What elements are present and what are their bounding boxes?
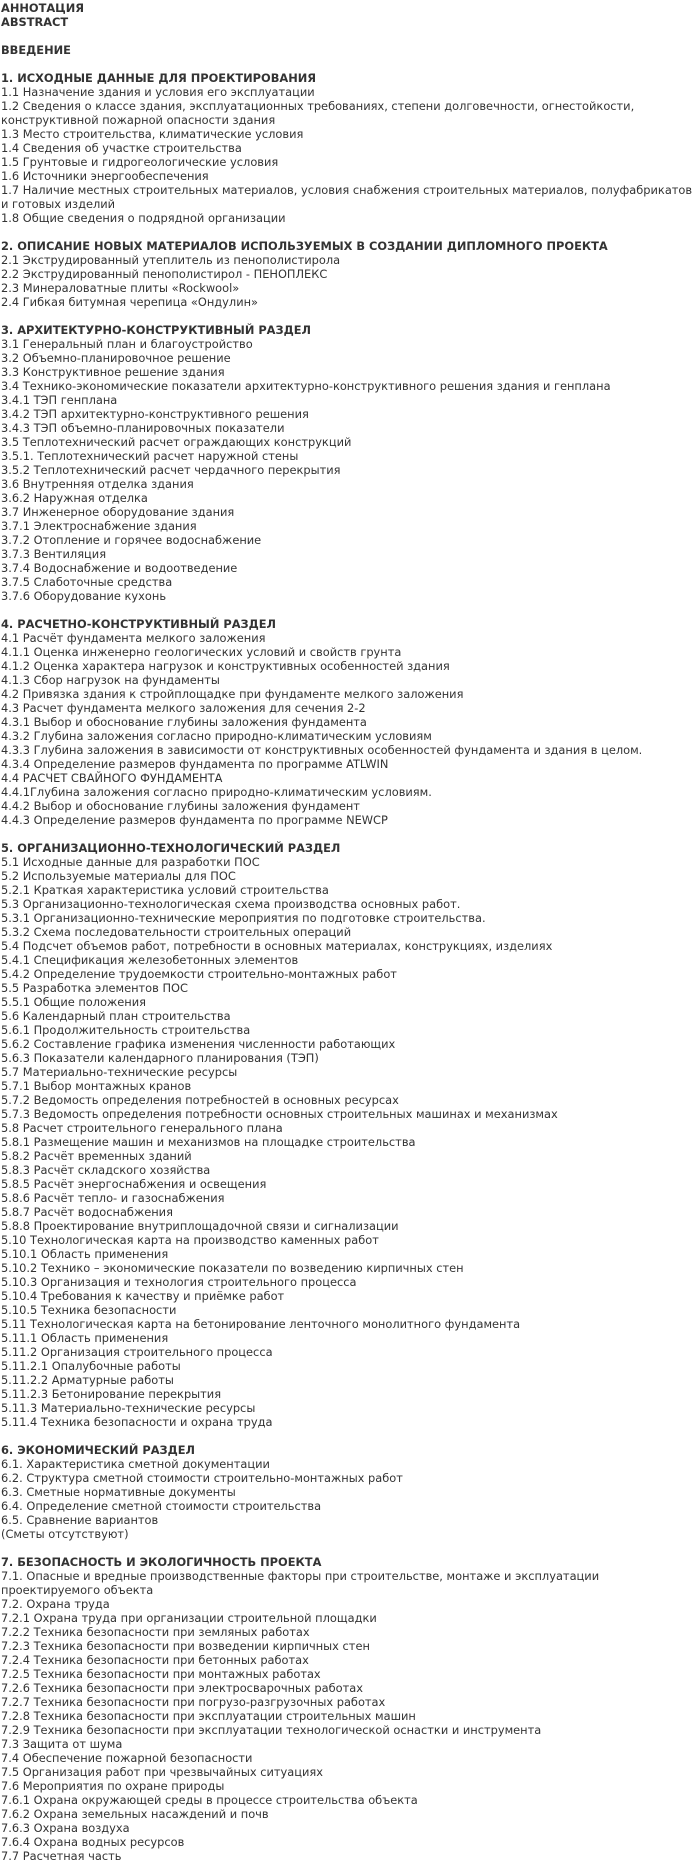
toc-entry: 5.11.4 Техника безопасности и охрана труда bbox=[1, 1415, 273, 1429]
toc-entry: 5.2 Используемые материалы для ПОС bbox=[1, 869, 236, 883]
toc-entry: 5.4.2 Определение трудоемкости строительно-монтажных работ bbox=[1, 967, 397, 981]
toc-entry: 4.3.2 Глубина заложения согласно природно-климатическим условиям bbox=[1, 729, 432, 743]
spacer bbox=[1, 29, 700, 43]
toc-entry: 5.8.7 Расчёт водоснабжения bbox=[1, 1205, 173, 1219]
toc-entry: 4.4 РАСЧЕТ СВАЙНОГО ФУНДАМЕНТА bbox=[1, 771, 223, 785]
toc-entry: 7.2.8 Техника безопасности при эксплуатации строительных машин bbox=[1, 1709, 416, 1723]
toc-entry: 7.6 Мероприятия по охране природы bbox=[1, 1779, 225, 1793]
section-heading: 7. БЕЗОПАСНОСТЬ И ЭКОЛОГИЧНОСТЬ ПРОЕКТА bbox=[1, 1555, 322, 1569]
toc-entry: 4.3.3 Глубина заложения в зависимости от конструктивных особенностей фундамента и здания в целом. bbox=[1, 743, 643, 757]
toc-entry: 5.4.1 Спецификация железобетонных элементов bbox=[1, 953, 299, 967]
toc-entry: 5.11 Технологическая карта на бетонирование ленточного монолитного фундамента bbox=[1, 1317, 521, 1331]
front-matter-heading: ABSTRACT bbox=[1, 15, 69, 29]
toc-entry: 2.2 Экструдированный пенополистирол - ПЕНОПЛЕКС bbox=[1, 267, 328, 281]
toc-entry: 4.2 Привязка здания к стройплощадке при фундаменте мелкого заложения bbox=[1, 687, 464, 701]
toc-entry: 7.2.3 Техника безопасности при возведении кирпичных стен bbox=[1, 1639, 370, 1653]
toc-entry: 5.8.1 Размещение машин и механизмов на площадке строительства bbox=[1, 1135, 416, 1149]
toc-entry: 5.11.2.1 Опалубочные работы bbox=[1, 1359, 181, 1373]
toc-entry: 5.4 Подсчет объемов работ, потребности в основных материалах, конструкциях, изделиях bbox=[1, 939, 553, 953]
section-heading: 4. РАСЧЕТНО-КОНСТРУКТИВНЫЙ РАЗДЕЛ bbox=[1, 617, 276, 631]
toc-entry: 3.2 Объемно-планировочное решение bbox=[1, 351, 231, 365]
toc-entry: 1.6 Источники энергообеспечения bbox=[1, 169, 209, 183]
toc-entry: 4.4.3 Определение размеров фундамента по программе NEWCP bbox=[1, 813, 388, 827]
toc-entry: 5.5.1 Общие положения bbox=[1, 995, 146, 1009]
toc-entry: 1.7 Наличие местных строительных материалов, условия снабжения строительных материалов, полуфабрикатов и готовых изделий bbox=[1, 183, 696, 211]
toc-entry: 4.3.4 Определение размеров фундамента по программе ATLWIN bbox=[1, 757, 389, 771]
toc-entry: 2.4 Гибкая битумная черепица «Ондулин» bbox=[1, 295, 259, 309]
toc-entry: 5.7.1 Выбор монтажных кранов bbox=[1, 1079, 192, 1093]
toc-entry: 5.11.2 Организация строительного процесса bbox=[1, 1345, 273, 1359]
toc-entry: 6.4. Определение сметной стоимости строительства bbox=[1, 1499, 322, 1513]
spacer bbox=[1, 1429, 700, 1443]
toc-entry: 5.3.1 Организационно-технические мероприятия по подготовке строительства. bbox=[1, 911, 486, 925]
toc-entry: 4.4.1Глубина заложения согласно природно-климатическим условиям. bbox=[1, 785, 432, 799]
toc-entry: 6.1. Характеристика сметной документации bbox=[1, 1457, 270, 1471]
toc-entry: 7.4 Обеспечение пожарной безопасности bbox=[1, 1751, 253, 1765]
toc-entry: 3.6.2 Наружная отделка bbox=[1, 491, 148, 505]
toc-entry: (Сметы отсутствуют) bbox=[1, 1527, 129, 1541]
toc-entry: 5.8.5 Расчёт энергоснабжения и освещения bbox=[1, 1177, 267, 1191]
toc-entry: 5.7.2 Ведомость определения потребностей в основных ресурсах bbox=[1, 1093, 399, 1107]
toc-entry: 5.6.2 Составление графика изменения численности работающих bbox=[1, 1037, 396, 1051]
section-heading: 5. ОРГАНИЗАЦИОННО-ТЕХНОЛОГИЧЕСКИЙ РАЗДЕЛ bbox=[1, 841, 341, 855]
toc-entry: 7.3 Защита от шума bbox=[1, 1737, 123, 1751]
toc-entry: 7.2.4 Техника безопасности при бетонных работах bbox=[1, 1653, 309, 1667]
toc-entry: 1.8 Общие сведения о подрядной организации bbox=[1, 211, 286, 225]
spacer bbox=[1, 1541, 700, 1555]
toc-entry: 5.8.8 Проектирование внутриплощадочной связи и сигнализации bbox=[1, 1219, 399, 1233]
toc-entry: 5.11.1 Область применения bbox=[1, 1331, 169, 1345]
section-heading: 3. АРХИТЕКТУРНО-КОНСТРУКТИВНЫЙ РАЗДЕЛ bbox=[1, 323, 311, 337]
toc-entry: 2.3 Минераловатные плиты «Rockwool» bbox=[1, 281, 240, 295]
toc-entry: 7.2.9 Техника безопасности при эксплуатации технологической оснастки и инструмента bbox=[1, 1723, 542, 1737]
toc-entry: 4.1.1 Оценка инженерно геологических условий и свойств грунта bbox=[1, 645, 402, 659]
toc-entry: 5.1 Исходные данные для разработки ПОС bbox=[1, 855, 260, 869]
toc-entry: 6.3. Сметные нормативные документы bbox=[1, 1485, 236, 1499]
toc-entry: 1.2 Сведения о классе здания, эксплуатационных требованиях, степени долговечности, огнестойкости, конструктивной пожарной опасности здания bbox=[1, 99, 638, 127]
toc-entry: 7.6.3 Охрана воздуха bbox=[1, 1821, 130, 1835]
toc-entry: 5.11.3 Материально-технические ресурсы bbox=[1, 1401, 256, 1415]
toc-entry: 3.5 Теплотехнический расчет ограждающих конструкций bbox=[1, 435, 352, 449]
toc-entry: 3.5.2 Теплотехнический расчет чердачного перекрытия bbox=[1, 463, 341, 477]
toc-entry: 5.11.2.3 Бетонирование перекрытия bbox=[1, 1387, 222, 1401]
toc-entry: 7.2.1 Охрана труда при организации строительной площадки bbox=[1, 1611, 377, 1625]
toc-entry: 1.1 Назначение здания и условия его эксплуатации bbox=[1, 85, 315, 99]
toc-entry: 3.3 Конструктивное решение здания bbox=[1, 365, 225, 379]
toc-entry: 1.4 Сведения об участке строительства bbox=[1, 141, 242, 155]
toc-entry: 5.8.2 Расчёт временных зданий bbox=[1, 1149, 192, 1163]
toc-entry: 6.5. Сравнение вариантов bbox=[1, 1513, 159, 1527]
toc-entry: 1.3 Место строительства, климатические условия bbox=[1, 127, 304, 141]
toc-entry: 5.10.3 Организация и технология строительного процесса bbox=[1, 1275, 357, 1289]
toc-entry: 3.5.1. Теплотехнический расчет наружной стены bbox=[1, 449, 299, 463]
toc-entry: 4.1.3 Сбор нагрузок на фундаменты bbox=[1, 673, 220, 687]
toc-entry: 5.2.1 Краткая характеристика условий строительства bbox=[1, 883, 329, 897]
toc-entry: 7.1. Опасные и вредные производственные факторы при строительстве, монтаже и эксплуатации проектируемого объекта bbox=[1, 1569, 603, 1597]
toc-entry: 7.6.2 Охрана земельных насаждений и почв bbox=[1, 1807, 269, 1821]
toc-entry: 3.7.4 Водоснабжение и водоотведение bbox=[1, 561, 238, 575]
toc-entry: 7.2. Охрана труда bbox=[1, 1597, 110, 1611]
toc-entry: 3.7.5 Слаботочные средства bbox=[1, 575, 173, 589]
toc-entry: 7.2.7 Техника безопасности при погрузо-разгрузочных работах bbox=[1, 1695, 386, 1709]
toc-entry: 3.1 Генеральный план и благоустройство bbox=[1, 337, 253, 351]
toc-entry: 5.8.3 Расчёт складского хозяйства bbox=[1, 1163, 211, 1177]
toc-entry: 5.10.5 Техника безопасности bbox=[1, 1303, 177, 1317]
toc-entry: 5.3.2 Схема последовательности строительных операций bbox=[1, 925, 352, 939]
section-heading: 6. ЭКОНОМИЧЕСКИЙ РАЗДЕЛ bbox=[1, 1443, 195, 1457]
toc-entry: 5.6 Календарный план строительства bbox=[1, 1009, 231, 1023]
toc-entry: 3.6 Внутренняя отделка здания bbox=[1, 477, 194, 491]
toc-entry: 7.2.2 Техника безопасности при земляных работах bbox=[1, 1625, 310, 1639]
toc-entry: 5.5 Разработка элементов ПОС bbox=[1, 981, 188, 995]
toc-entry: 3.7.3 Вентиляция bbox=[1, 547, 107, 561]
toc-entry: 3.7.1 Электроснабжение здания bbox=[1, 519, 197, 533]
toc-entry: 3.4.1 ТЭП генплана bbox=[1, 393, 118, 407]
front-matter-heading: АННОТАЦИЯ bbox=[1, 1, 85, 15]
section-heading: 1. ИСХОДНЫЕ ДАННЫЕ ДЛЯ ПРОЕКТИРОВАНИЯ bbox=[1, 71, 317, 85]
toc-entry: 4.1 Расчёт фундамента мелкого заложения bbox=[1, 631, 266, 645]
toc-entry: 5.3 Организационно-технологическая схема производства основных работ. bbox=[1, 897, 461, 911]
toc-entry: 1.5 Грунтовые и гидрогеологические условия bbox=[1, 155, 279, 169]
toc-entry: 5.8 Расчет строительного генерального плана bbox=[1, 1121, 283, 1135]
toc-entry: 3.4 Технико-экономические показатели архитектурно-конструктивного решения здания и генплана bbox=[1, 379, 611, 393]
toc-entry: 4.3.1 Выбор и обоснование глубины заложения фундамента bbox=[1, 715, 367, 729]
toc-entry: 6.2. Структура сметной стоимости строительно-монтажных работ bbox=[1, 1471, 403, 1485]
toc-entry: 5.10.4 Требования к качеству и приёмке работ bbox=[1, 1289, 285, 1303]
toc-entry: 5.8.6 Расчёт тепло- и газоснабжения bbox=[1, 1191, 225, 1205]
toc-entry: 2.1 Экструдированный утеплитель из пенополистирола bbox=[1, 253, 341, 267]
toc-entry: 5.7 Материально-технические ресурсы bbox=[1, 1065, 238, 1079]
toc-entry: 7.5 Организация работ при чрезвычайных ситуациях bbox=[1, 1765, 323, 1779]
toc-entry: 3.7 Инженерное оборудование здания bbox=[1, 505, 235, 519]
toc-entry: 5.6.3 Показатели календарного планирования (ТЭП) bbox=[1, 1051, 319, 1065]
toc-entry: 5.7.3 Ведомость определения потребности основных строительных машинах и механизмах bbox=[1, 1107, 558, 1121]
toc-entry: 4.3 Расчет фундамента мелкого заложения для сечения 2-2 bbox=[1, 701, 366, 715]
toc-entry: 4.1.2 Оценка характера нагрузок и конструктивных особенностей здания bbox=[1, 659, 450, 673]
toc-entry: 7.7 Расчетная часть bbox=[1, 1849, 122, 1863]
toc-entry: 3.4.3 ТЭП объемно-планировочных показатели bbox=[1, 421, 285, 435]
spacer bbox=[1, 225, 700, 239]
toc-entry: 5.10.2 Технико – экономические показатели по возведению кирпичных стен bbox=[1, 1261, 464, 1275]
spacer bbox=[1, 309, 700, 323]
toc-entry: 4.4.2 Выбор и обоснование глубины заложения фундамент bbox=[1, 799, 360, 813]
toc-entry: 7.2.5 Техника безопасности при монтажных работах bbox=[1, 1667, 321, 1681]
toc-entry: 3.4.2 ТЭП архитектурно-конструктивного решения bbox=[1, 407, 309, 421]
front-matter-heading: ВВЕДЕНИЕ bbox=[1, 43, 71, 57]
toc-entry: 5.10.1 Область применения bbox=[1, 1247, 169, 1261]
toc-entry: 3.7.6 Оборудование кухонь bbox=[1, 589, 167, 603]
toc-entry: 7.6.1 Охрана окружающей среды в процессе строительства объекта bbox=[1, 1793, 418, 1807]
toc-entry: 5.10 Технологическая карта на производство каменных работ bbox=[1, 1233, 379, 1247]
toc-entry: 5.11.2.2 Арматурные работы bbox=[1, 1373, 174, 1387]
toc-entry: 3.7.2 Отопление и горячее водоснабжение bbox=[1, 533, 262, 547]
toc-entry: 7.2.6 Техника безопасности при электросварочных работах bbox=[1, 1681, 363, 1695]
spacer bbox=[1, 57, 700, 71]
toc-entry: 5.6.1 Продолжительность строительства bbox=[1, 1023, 251, 1037]
spacer bbox=[1, 603, 700, 617]
spacer bbox=[1, 827, 700, 841]
toc-entry: 7.6.4 Охрана водных ресурсов bbox=[1, 1835, 185, 1849]
section-heading: 2. ОПИСАНИЕ НОВЫХ МАТЕРИАЛОВ ИСПОЛЬЗУЕМЫХ В СОЗДАНИИ ДИПЛОМНОГО ПРОЕКТА bbox=[1, 239, 608, 253]
